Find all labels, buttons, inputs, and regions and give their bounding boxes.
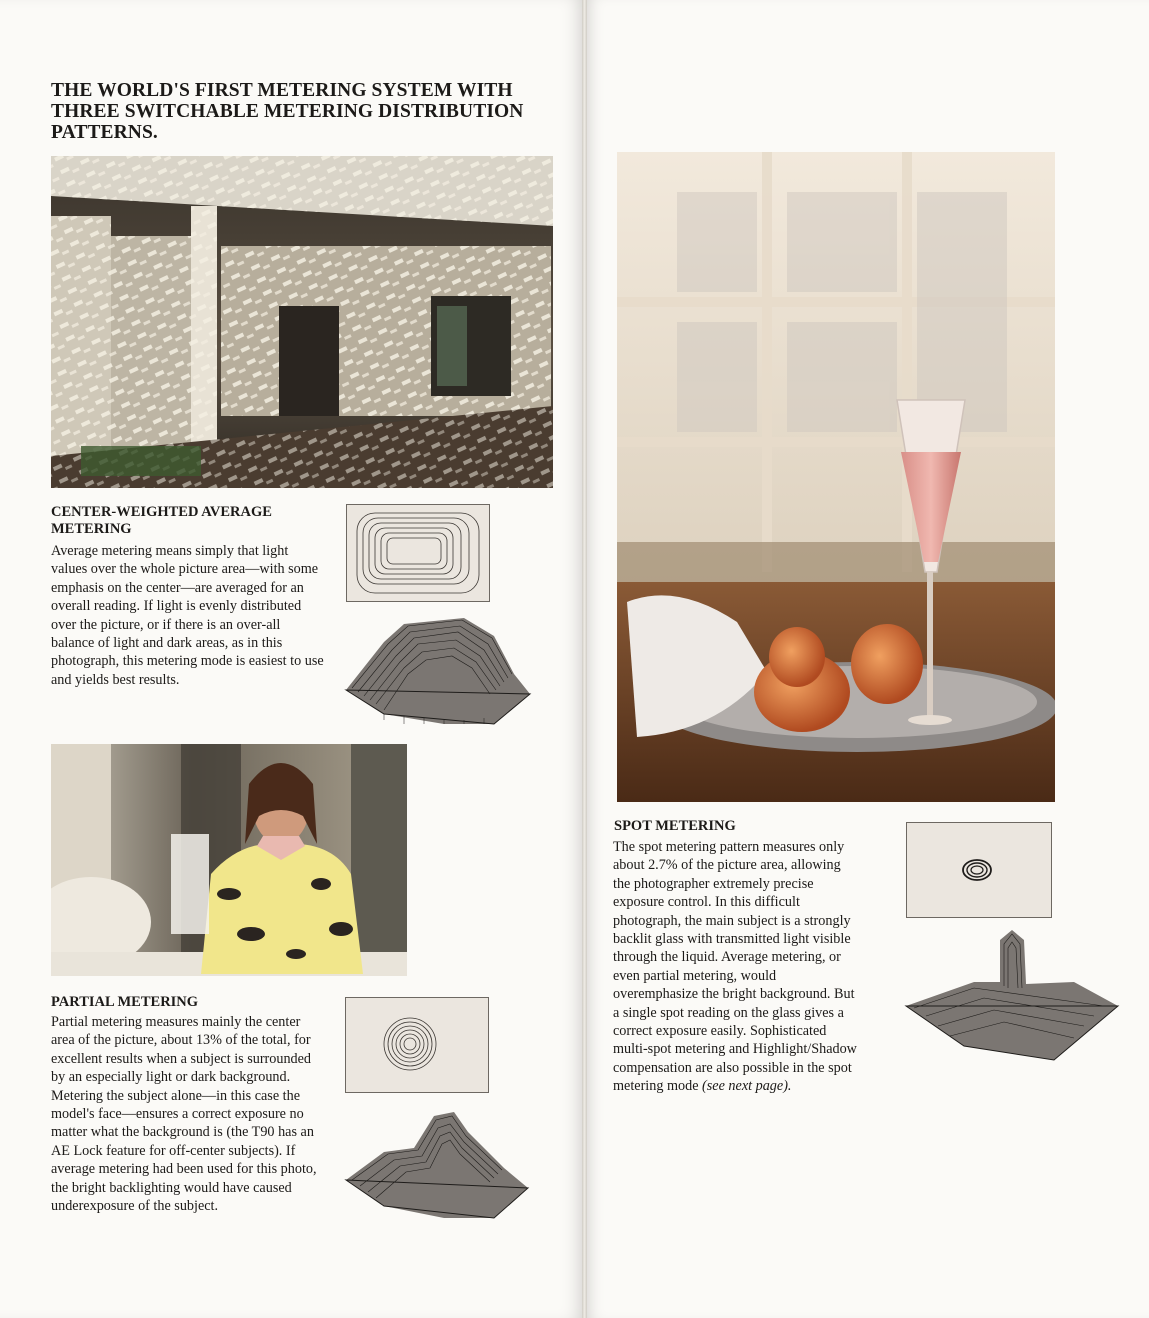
- partial-contour-diagram: [345, 997, 489, 1093]
- center-weighted-heading: CENTER-WEIGHTED AVERAGE METERING: [51, 504, 272, 537]
- pergola-photo: [51, 156, 553, 488]
- page-gutter: [582, 0, 587, 1318]
- spot-body-text: The spot metering pattern measures only about 2.7% of the picture area, allowing the photographer extremely precise exposure control. In this difficult photograph, the main subject is a strongly backlit glass with transmitted light visible through the liquid. Average metering, or even partial metering, would overemphasize the bright background. But a single spot reading on the glass gives a correct exposure easily. Sophisticated multi-spot metering and Highlight/Shadow compensation are also possible in the spot metering mode: [613, 839, 857, 1095]
- spot-body: [613, 838, 861, 1096]
- center-weighted-3d-plot: [344, 614, 532, 726]
- see-next-page-ref: (see next page).: [702, 1078, 792, 1095]
- partial-body: Partial metering measures mainly the center area of the picture, about 13% of the total, for excellent results when a subject is surrounded by an especially light or dark background. Metering the subject alone—in this case the model's face—ensures a correct exposure no matter what the background is (the T90 has an AE Lock feature for off-center subjects). If average metering had been used for this photo, the bright backlighting would have caused underexposure of the subject.: [51, 1014, 317, 1215]
- center-weighted-contour-diagram: [346, 504, 490, 602]
- partial-3d-plot: [344, 1108, 532, 1220]
- spot-heading: SPOT METERING: [614, 818, 736, 834]
- spot-contour-diagram: [906, 822, 1052, 918]
- page-headline: THE WORLD'S FIRST METERING SYSTEM WITH THREE SWITCHABLE METERING DISTRIBUTION PATTERNS.: [51, 80, 524, 143]
- spot-3d-plot: [904, 926, 1122, 1064]
- partial-heading: PARTIAL METERING: [51, 994, 199, 1010]
- center-weighted-body: Average metering means simply that light values over the whole picture area—with some emphasis on the center—are averaged for an overall reading. If light is evenly distributed over the picture, or if there is an over-all balance of light and dark areas, as in this photograph, this metering mode is easiest to use and yields best results.: [51, 543, 324, 688]
- model-photo: [51, 744, 407, 976]
- glass-pears-photo: [617, 152, 1055, 802]
